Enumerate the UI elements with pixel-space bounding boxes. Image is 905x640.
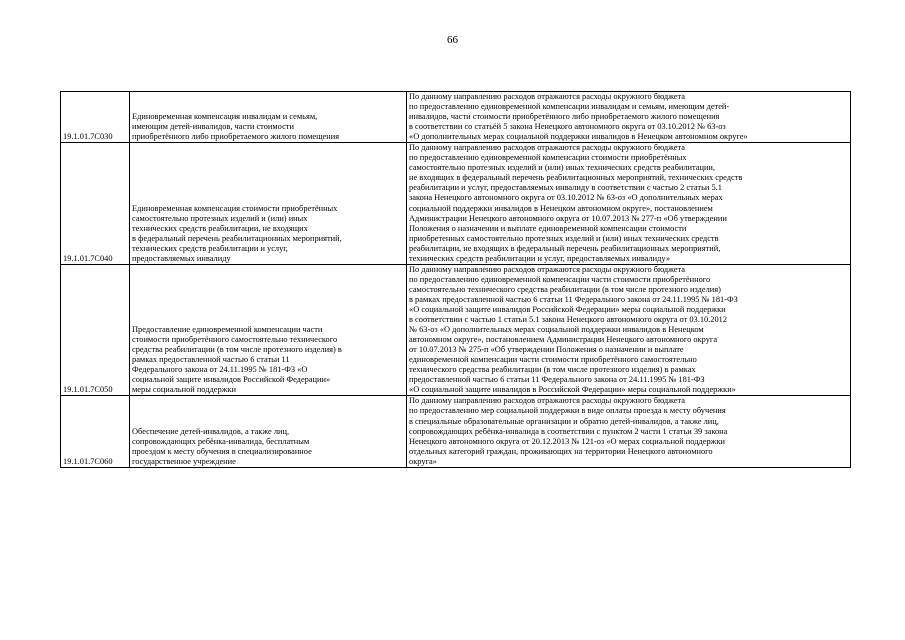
name-line: Обеспечение детей-инвалидов, а также лиц, [132, 426, 290, 436]
desc-line: инвалидов, части стоимости приобретённого либо приобретаемого жилого помещения [409, 112, 720, 122]
name-line: средства реабилитации (в том числе протезного изделия) в [132, 345, 342, 355]
desc-line: «О социальной защите инвалидов Российской Федерации» меры социальной поддержки [409, 304, 726, 314]
desc-line: Положения о назначении и выплате единовременной компенсации стоимости [409, 223, 687, 233]
row-code: 19.1.01.7С040 [61, 143, 130, 265]
name-line: проездом к месту обучения в специализированное [132, 446, 312, 456]
name-line: социальной защите инвалидов Российской Федерации» [132, 375, 331, 385]
desc-line: технических средств реабилитации и услуг, предоставляемых инвалиду» [409, 253, 671, 263]
desc-line: закона Ненецкого автономного округа от 03.10.2012 № 63-оз «О дополнительных мерах [409, 193, 723, 203]
name-line: стоимости приобретённого самостоятельно технического [132, 335, 338, 345]
desc-line: По данному направлению расходов отражаются расходы окружного бюджета [409, 264, 685, 274]
name-line: предоставляемых инвалиду [132, 253, 231, 263]
desc-line: по предоставлению единовременной компенсации стоимости приобретённых [409, 153, 687, 163]
row-name [130, 264, 407, 396]
row-description [407, 143, 851, 265]
desc-line: Администрации Ненецкого автономного округа от 10.07.2013 № 277-п «Об утверждении [409, 213, 727, 223]
name-line: Предоставление единовременной компенсации части [132, 325, 323, 335]
desc-line: в соответствии со статьёй 5 закона Ненецкого автономного округа от 03.10.2012 № 63-оз [409, 122, 726, 132]
row-name [130, 143, 407, 265]
row-code: 19.1.01.7С050 [61, 264, 130, 396]
name-line: государственное учреждение [132, 456, 236, 466]
desc-line: приобретенных самостоятельно протезных изделий и (или) иных технических средств [409, 233, 719, 243]
row-description [407, 396, 851, 467]
desc-line: самостоятельно технического средства реабилитации (в том числе протезного изделия) [409, 284, 721, 294]
row-description [407, 92, 851, 143]
name-line: рамках предоставленной частью 6 статьи 11 [132, 355, 290, 365]
budget-classification-table [60, 91, 851, 468]
desc-line: Ненецкого автономного округа от 20.12.2013 № 121-оз «О мерах социальной поддержки [409, 436, 726, 446]
desc-line: автономном округе», постановлением Администрации Ненецкого автономного округа [409, 335, 718, 345]
row-name [130, 396, 407, 467]
desc-line: по предоставлению единовременной компенсации части стоимости приобретённого [409, 274, 711, 284]
desc-line: в соответствии с частью 1 статьи 5.1 закона Ненецкого автономного округа от 03.10.2012 [409, 315, 728, 325]
desc-line: № 63-оз «О дополнительных мерах социальной поддержки инвалидов в Ненецком [409, 325, 704, 335]
table-row [61, 92, 851, 143]
desc-line: «О социальной защите инвалидов в Российской Федерации» меры социальной поддержки» [409, 385, 736, 395]
desc-line: самостоятельно протезных изделий и (или) иных технических средств реабилитации, [409, 163, 716, 173]
desc-line: технического средства реабилитации (в том числе протезного изделия) в рамках [409, 365, 696, 375]
name-line: имеющим детей-инвалидов, части стоимости [132, 122, 294, 132]
desc-line: По данному направлению расходов отражаются расходы окружного бюджета [409, 92, 685, 101]
page-number: 66 [447, 34, 458, 46]
name-line: приобретённого либо приобретаемого жилого помещения [132, 132, 340, 142]
desc-line: не входящих в федеральный перечень реабилитационных мероприятий, технических средств [409, 173, 743, 183]
desc-line: в специальные образовательные организации и обратно детей-инвалидов, а также лиц, [409, 416, 719, 426]
desc-line: реабилитации и услуг, предоставляемых инвалиду в соответствии с частью 2 статьи 5.1 [409, 183, 722, 193]
table-row [61, 396, 851, 467]
desc-line: по предоставлению мер социальной поддержки в виде оплаты проезда к месту обучения [409, 406, 726, 416]
desc-line: отдельных категорий граждан, проживающих на территории Ненецкого автономного [409, 446, 713, 456]
desc-line: «О дополнительных мерах социальной поддержки инвалидов в Ненецком автономном округе» [409, 132, 748, 142]
name-line: Федерального закона от 24.11.1995 № 181-ФЗ «О [132, 365, 308, 375]
name-line: самостоятельно протезных изделий и (или) иных [132, 213, 308, 223]
desc-line: от 10.07.2013 № 275-п «Об утверждении Положения о назначении и выплате [409, 345, 684, 355]
row-code: 19.1.01.7С060 [61, 396, 130, 467]
desc-line: реабилитации, не входящих в федеральный перечень реабилитационных мероприятий, [409, 243, 721, 253]
desc-line: округа» [409, 456, 437, 466]
desc-line: по предоставлению единовременной компенсации инвалидам и семьям, имеющим детей- [409, 102, 730, 112]
desc-line: По данному направлению расходов отражаются расходы окружного бюджета [409, 143, 685, 153]
desc-line: предоставленной частью 6 статьи 11 Федерального закона от 24.11.1995 № 181-ФЗ [409, 375, 705, 385]
desc-line: в рамках предоставленной частью 6 статьи 11 Федерального закона от 24.11.1995 № 181-ФЗ [409, 294, 738, 304]
name-line: Единовременная компенсация инвалидам и семьям, [132, 112, 318, 122]
name-line: сопровождающих ребёнка-инвалида, бесплатным [132, 436, 310, 446]
table-row [61, 264, 851, 396]
name-line: в федеральный перечень реабилитационных мероприятий, [132, 233, 342, 243]
desc-line: По данному направлению расходов отражаются расходы окружного бюджета [409, 396, 685, 406]
name-line: технических средств реабилитации и услуг, [132, 243, 288, 253]
row-description [407, 264, 851, 396]
name-line: Единовременная компенсация стоимости приобретённых [132, 203, 338, 213]
row-code: 19.1.01.7С030 [61, 92, 130, 143]
name-line: технических средств реабилитации, не входящих [132, 223, 308, 233]
desc-line: сопровождающих ребёнка-инвалида в соответствии с пунктом 2 части 1 статьи 39 закона [409, 426, 728, 436]
row-name [130, 92, 407, 143]
desc-line: единовременной компенсации части стоимости приобретённого самостоятельно [409, 355, 697, 365]
table-row [61, 143, 851, 265]
name-line: меры социальной поддержки [132, 385, 237, 395]
desc-line: социальной поддержки инвалидов в Ненецком автономном округе», постановлением [409, 203, 713, 213]
